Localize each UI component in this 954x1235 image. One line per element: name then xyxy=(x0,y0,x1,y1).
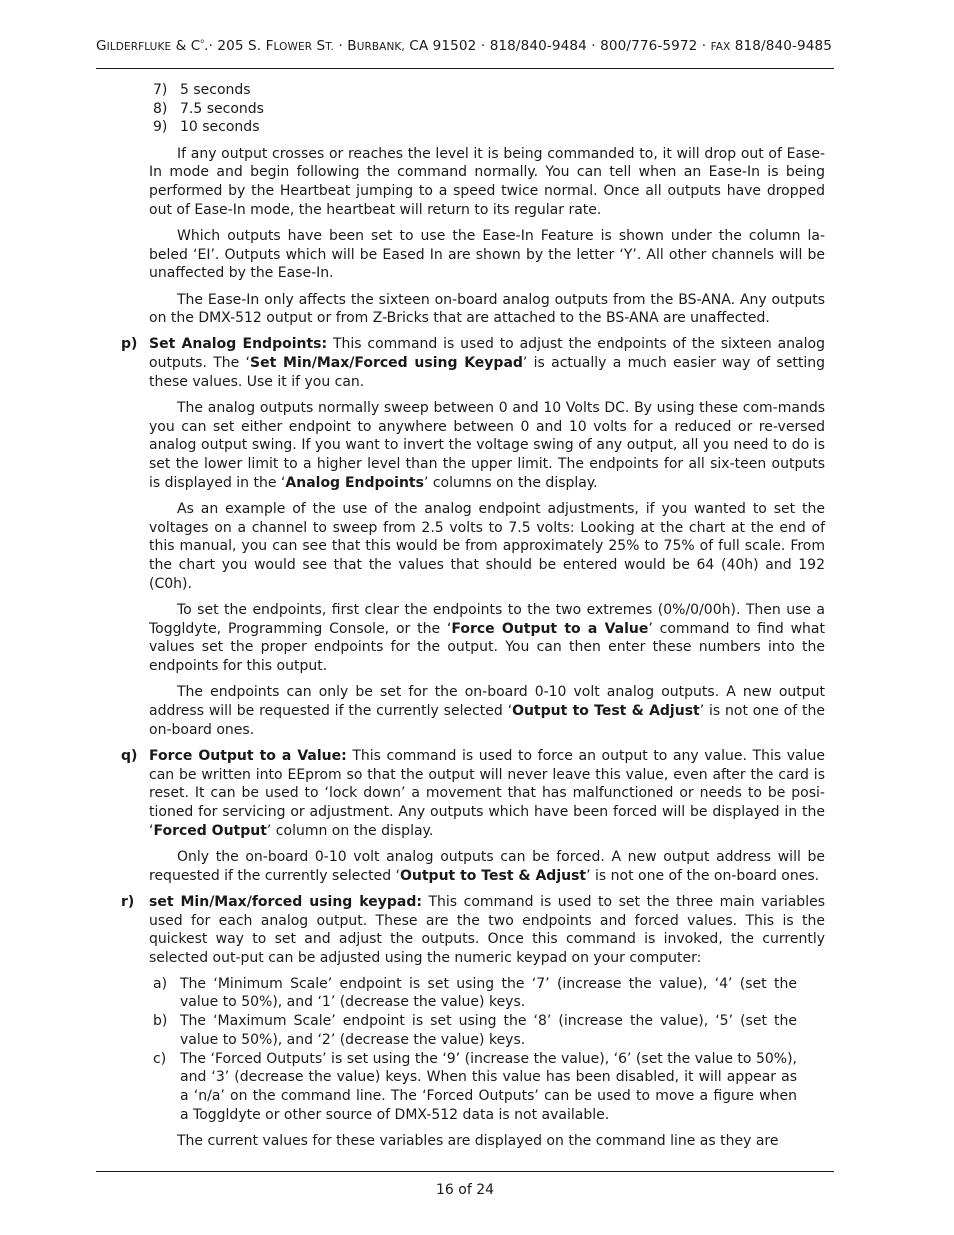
paragraph-text: ’ is not one of the on-board ones. xyxy=(149,703,825,738)
body-paragraph: The current values for these variables are displayed on the command line as they are xyxy=(177,1132,779,1149)
company-amp: & C xyxy=(175,38,201,54)
page-body xyxy=(121,81,825,1151)
paragraph-text: ’ command to find what values set the proper endpoints for the output. You can then enter these numbers into the endpoints for this output. xyxy=(149,620,825,675)
list-number: 9) xyxy=(153,119,168,136)
command-reference: Forced Output xyxy=(153,822,267,839)
section-label: p) xyxy=(121,336,138,353)
section-text: This command is used to force an output to any value. This value can be written into EEprom so that the output will never leave this value, even after the card is reset. It can be used to ‘lock down’ a movement that has malfunctioned or needs to be posi-tioned for servicing or adjustment. Any outputs which have been forced will be displayed in the ‘ xyxy=(149,748,825,839)
keypad-instructions xyxy=(149,975,825,1125)
header-separator: · xyxy=(208,38,213,54)
company-initial: G xyxy=(96,38,107,54)
list-text: 5 seconds xyxy=(180,82,251,98)
section-text: This command is used to adjust the endpoints of the sixteen analog outputs. The ‘ xyxy=(149,336,825,372)
section-label: q) xyxy=(121,748,138,764)
body-paragraph: As an example of the use of the analog endpoint adjustments, if you wanted to set the voltages on a channel to sweep from 2.5 volts to 7.5 volts: Looking at the chart at the end of this manual, you can see that this would be from approximately 25% to 75% of full scale. From the chart you would see that the values that should be entered would be 64 (40h) and 192 (C0h). xyxy=(149,501,825,592)
header-separator: · xyxy=(701,38,707,54)
street-suffix: S xyxy=(316,38,326,54)
phone-number: 818/840-9484 xyxy=(489,38,587,54)
command-reference: Output to Test & Adjust xyxy=(512,703,700,720)
paragraph-text: The analog outputs normally sweep between 0 and 10 Volts DC. By using these com-mands you can set either endpoint to anywhere between 0 and 10 volts for a reduced or re-versed analog output swing. If you want to invert the voltage swing of any output, all you need to do is set the lower limit to a higher level than the upper limit. The endpoints for all six-teen outputs is displayed in the ‘ xyxy=(149,400,825,491)
list-number: 7) xyxy=(153,82,168,98)
body-paragraph xyxy=(149,601,825,676)
fax-label: FAX xyxy=(710,41,731,53)
header-separator: · xyxy=(480,38,486,54)
section-set-analog-endpoints xyxy=(121,335,825,391)
section-force-output xyxy=(121,747,825,841)
section-text: ’ is actually a much easier way of setting these values. Use it if you can. xyxy=(149,355,825,390)
list-item xyxy=(153,118,825,137)
body-paragraph xyxy=(149,399,825,493)
paragraph-text: ’ columns on the display. xyxy=(423,474,598,491)
list-text: 7.5 seconds xyxy=(180,100,264,117)
company-dot: . xyxy=(204,38,209,54)
sub-item-text: The ‘Forced Outputs’ is set using the ‘9’ (increase the value), ‘6’ (set the value to 50%), and ‘3’ (decrease the value) keys. When this value has been disabled, it will appear as a ‘n/a’ on the command line. The ‘Forced Outputs’ can be used to move a figure when a Toggldyte or other source of DMX-512 data is not available. xyxy=(180,1050,797,1123)
section-text: ’ column on the display. xyxy=(266,822,434,839)
sub-item xyxy=(149,1012,797,1049)
fax-number: 818/840-9485 xyxy=(734,38,832,54)
list-item xyxy=(153,81,825,100)
paragraph-text: The endpoints can only be set for the on-board 0-10 volt analog outputs. A new output address will be requested if the currently selected ‘ xyxy=(149,684,825,720)
sub-item-text: The ‘Maximum Scale’ endpoint is set using the ‘8’ (increase the value), ‘5’ (set the value to 50%), and ‘2’ (decrease the value) keys. xyxy=(180,1013,797,1048)
sub-item xyxy=(149,1050,797,1125)
body-paragraph xyxy=(149,848,825,885)
page-header xyxy=(96,38,856,54)
header-divider xyxy=(96,68,834,69)
header-separator: · xyxy=(591,38,596,54)
company-degree: o xyxy=(200,38,205,45)
body-paragraph: If any output crosses or reaches the level it is being commanded to, it will drop out of Ease-In mode and begin following the command normally. You can tell when an Ease-In is being performed by the Heartbeat jumping to a speed twice normal. Once all outputs have dropped out of Ease-In mode, the heartbeat will return to its regular rate. xyxy=(149,145,825,218)
list-number: 8) xyxy=(153,100,168,117)
section-text: This command is used to set the three main variables used for each analog output. These are the two endpoints and forced values. This is the quickest way to set and adjust the outputs. Once this command is invoked, the currently selected out-put can be adjusted using the numeric keypad on your computer: xyxy=(149,893,825,967)
body-paragraph xyxy=(149,683,825,739)
company-name-rest: ILDERFLUKE xyxy=(106,41,172,53)
section-title: Set Analog Endpoints: xyxy=(149,336,328,353)
body-paragraph: The Ease-In only affects the sixteen on-board analog outputs from the BS-ANA. Any outputs on the DMX-512 output or from Z-Bricks that are attached to the BS-ANA are unaffected. xyxy=(149,291,825,327)
paragraph-text: To set the endpoints, first clear the endpoints to the two extremes (0%/0/00h). Then use a Toggldyte, Programming Console, or the ‘ xyxy=(149,602,825,637)
paragraph-text: ’ is not one of the on-board ones. xyxy=(586,867,820,884)
command-reference: Analog Endpoints xyxy=(285,474,424,491)
city-rest: URBANK, xyxy=(356,41,405,53)
command-reference: Output to Test & Adjust xyxy=(400,867,587,884)
city-initial: B xyxy=(347,38,357,54)
sub-item-label: b) xyxy=(153,1013,168,1030)
street-suffix-rest: T. xyxy=(325,41,334,53)
section-set-min-max-forced xyxy=(121,893,825,968)
section-label: r) xyxy=(121,893,135,910)
command-reference: Force Output to a Value xyxy=(451,620,649,637)
street-rest: LOWER xyxy=(273,41,313,53)
sub-item-label: a) xyxy=(153,975,168,992)
section-title: set Min/Max/forced using keypad: xyxy=(149,893,422,910)
list-item xyxy=(153,100,825,119)
paragraph-text: Only the on-board 0-10 volt analog outputs can be forced. A new output address will be requested if the currently selected ‘ xyxy=(149,849,825,884)
state-zip: CA 91502 xyxy=(409,38,477,54)
section-title: Force Output to a Value: xyxy=(149,748,347,764)
street-initial: F xyxy=(265,38,274,54)
footer-divider xyxy=(96,1171,834,1172)
command-reference: Set Min/Max/Forced using Keypad xyxy=(250,355,523,372)
list-text: 10 seconds xyxy=(180,119,260,136)
address-number: 205 S. xyxy=(217,38,262,54)
body-paragraph: Which outputs have been set to use the Ease-In Feature is shown under the column la-beled ‘EI’. Outputs which will be Eased In are shown by the letter ‘Y’. All other channels will be unaffected by the Ease-In. xyxy=(149,227,825,282)
page-number: 16 of 24 xyxy=(435,1182,495,1198)
sub-item xyxy=(149,975,797,1012)
timing-list xyxy=(153,81,825,137)
header-separator: · xyxy=(338,38,343,54)
sub-item-label: c) xyxy=(153,1050,167,1067)
phone-number-tollfree: 800/776-5972 xyxy=(600,38,698,54)
sub-item-text: The ‘Minimum Scale’ endpoint is set using the ‘7’ (increase the value), ‘4’ (set the value to 50%), and ‘1’ (decrease the value) keys. xyxy=(180,975,797,1011)
